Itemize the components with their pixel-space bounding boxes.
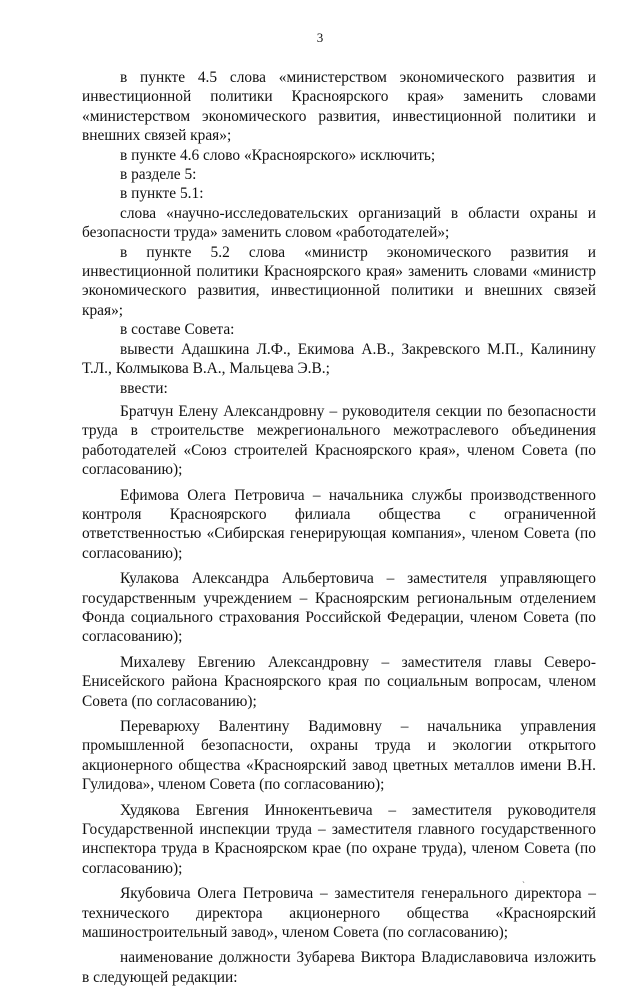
paragraph-clause-4-5: в пункте 4.5 слова «министерством экономического развития и инвестиционной политики Красноярского края» заменить словами «министерством экономического развития, инвестиционной политики и внешних связей края»; [82,69,596,145]
paragraph-section-5: в разделе 5: [120,166,197,184]
member-entry: Братчун Елену Александровну – руководителя секции по безопасности труда в строительстве межрегионального межотраслевого объединения работодателей «Союз строителей Красноярского края», членом Совета (по согласованию); [82,402,596,479]
page-number: 3 [316,30,324,45]
document-body [82,68,596,987]
paragraph-words-replace: слова «научно-исследовательских организаций в области охраны и безопасности труда» заменить словом «работодателей»; [82,204,596,242]
scan-speck: ˎ [522,873,525,883]
member-entry: Якубовича Олега Петровича – заместителя генерального директора – технического директора акционерного общества «Красноярский машиностроительный завод», членом Совета (по согласованию); [82,885,596,942]
member-entry: Переварюху Валентину Вадимовну – начальника управления промышленной безопасности, охраны труда и экологии открытого акционерного общества «Красноярский завод цветных металлов имени В.Н. Гулидова», членом Совета (по согласованию); [82,718,596,794]
paragraph-council-composition: в составе Совета: [120,321,235,339]
paragraph-clause-5-1: в пункте 5.1: [120,185,204,203]
paragraph-remove-members: вывести Адашкина Л.Ф., Екимова А.В., Закревского М.П., Калинину Т.Л., Колмыкова В.А., Мальцева Э.В.; [82,340,596,378]
paragraph-closing: наименование должности Зубарева Виктора Владиславовича изложить в следующей редакции: [82,949,596,986]
paragraph-clause-4-6: в пункте 4.6 слово «Красноярского» исключить; [120,146,436,164]
member-entry: Кулакова Александра Альбертовича – заместителя управляющего государственным учреждением – Красноярским региональным отделением Фонда социального страхования Российской Федерации, членом Совета (по согласованию); [82,570,596,646]
paragraph-add-members: ввести: [120,379,168,397]
member-entry: Худякова Евгения Иннокентьевича – заместителя руководителя Государственной инспекции труда – заместителя главного государственного инспектора труда в Красноярском крае (по охране труда), членом Совета (по согласованию); [82,801,596,877]
member-entry: Михалеву Евгению Александровну – заместителя главы Северо-Енисейского района Красноярского края по социальным вопросам, членом Совета (по согласованию); [82,653,596,710]
member-entry: Ефимова Олега Петровича – начальника службы производственного контроля Красноярского филиала общества с ограниченной ответственностью «Сибирская генерирующая компания», членом Совета (по согласованию); [82,486,596,562]
paragraph-clause-5-2: в пункте 5.2 слова «министр экономического развития и инвестиционной политики Красноярского края» заменить словами «министр экономического развития, инвестиционной политики и внешних связей края»; [82,243,596,319]
